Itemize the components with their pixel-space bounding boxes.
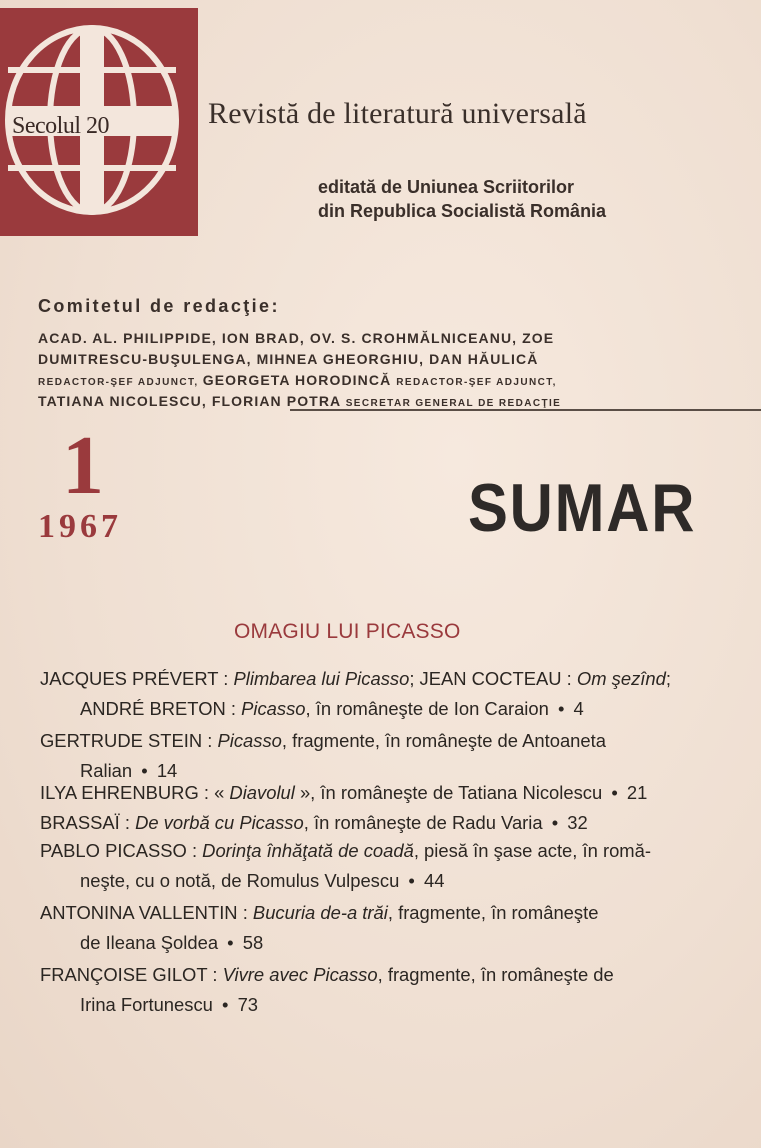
entry-text: ILYA EHRENBURG : « <box>40 782 230 803</box>
toc-entry <box>40 778 690 808</box>
toc-entry <box>40 960 690 1020</box>
bullet-separator: • <box>557 698 565 719</box>
work-title: Vivre avec Picasso <box>222 964 378 985</box>
entry-text: ; <box>665 668 671 689</box>
toc-entry-line <box>40 726 690 756</box>
entry-text: Irina Fortunescu <box>80 994 218 1015</box>
bullet-separator: • <box>611 782 618 803</box>
toc-entry <box>40 664 690 724</box>
editorial-board-list <box>38 328 688 412</box>
toc-entry-line <box>40 808 690 838</box>
entry-text: 32 <box>562 812 588 833</box>
entry-text: de Ileana Şoldea <box>80 932 224 953</box>
entry-text: ; JEAN COCTEAU : <box>409 668 577 689</box>
work-title: Plimbarea lui Picasso <box>233 668 410 689</box>
editorial-board-heading: Comitetul de redacţie: <box>38 296 280 316</box>
publisher-info <box>318 175 606 223</box>
entry-text: 14 <box>151 760 178 781</box>
toc-entry <box>40 898 690 958</box>
toc-entry <box>40 808 690 838</box>
entry-text: , în româneşte de Radu Varia <box>303 812 548 833</box>
toc-entry-line <box>40 866 690 896</box>
work-title: Bucuria de-a trăi <box>252 902 388 923</box>
work-title: Picasso <box>241 698 306 719</box>
entry-text: ANTONINA VALLENTIN : <box>40 902 253 923</box>
entry-text: JACQUES PRÉVERT : <box>40 668 234 689</box>
publisher-line: din Republica Socialistă România <box>318 201 607 221</box>
entry-text: 4 <box>568 698 584 719</box>
editorial-board-line <box>38 328 688 349</box>
entry-text: , în româneşte de Ion Caraion <box>305 698 554 719</box>
entry-text: PABLO PICASSO : <box>40 840 203 861</box>
entry-text: 58 <box>237 932 264 953</box>
entry-text: BRASSAÏ : <box>40 812 136 833</box>
bullet-separator: • <box>141 760 148 781</box>
board-names: DUMITRESCU-BUŞULENGA, MIHNEA GHEORGHIU, DAN HĂULICĂ <box>38 351 539 367</box>
toc-entry-line <box>40 836 690 866</box>
work-title: Om şezînd <box>576 668 666 689</box>
editorial-board-line <box>38 370 688 391</box>
magazine-subtitle: Revistă de literatură universală <box>208 97 587 130</box>
issue-year: 1967 <box>38 508 122 545</box>
editorial-board-line <box>38 349 688 370</box>
toc-entry <box>40 836 690 896</box>
entry-text: , fragmente, în româneşte <box>387 902 599 923</box>
bullet-separator: • <box>222 994 229 1015</box>
toc-entry-line <box>40 928 690 958</box>
entry-text: ANDRÉ BRETON : <box>80 698 242 719</box>
board-role: REDACTOR-ŞEF ADJUNCT, <box>396 377 557 388</box>
board-role: REDACTOR-ŞEF ADJUNCT, <box>38 377 203 388</box>
toc-entry-line <box>40 694 690 724</box>
entry-text: , fragmente, în româneşte de <box>377 964 614 985</box>
work-title: Picasso <box>217 730 282 751</box>
entry-text: 73 <box>232 994 259 1015</box>
bullet-separator: • <box>408 870 415 891</box>
toc-entry-line <box>40 778 690 808</box>
entry-text: , piesă în şase acte, în romă- <box>413 840 651 861</box>
issue-number: 1 <box>62 419 104 512</box>
entry-text: GERTRUDE STEIN : <box>40 730 218 751</box>
entry-text: neşte, cu o notă, de Romulus Vulpescu <box>80 870 405 891</box>
toc-entry-line <box>40 664 690 694</box>
board-names: GEORGETA HORODINCĂ <box>202 372 397 388</box>
toc-entry-line <box>40 960 690 990</box>
board-names: TATIANA NICOLESCU, FLORIAN POTRA <box>38 393 346 409</box>
work-title: Diavolul <box>229 782 295 803</box>
bullet-separator: • <box>227 932 234 953</box>
contents-title: SUMAR <box>468 470 697 546</box>
board-role: SECRETAR GENERAL DE REDACŢIE <box>345 398 562 409</box>
toc-entry <box>40 726 690 786</box>
logo-text: Secolul 20 <box>12 113 109 139</box>
entry-text: 21 <box>621 782 648 803</box>
entry-text: 44 <box>418 870 445 891</box>
divider-rule <box>290 409 761 411</box>
magazine-logo <box>0 8 198 236</box>
toc-entry-line <box>40 898 690 928</box>
section-heading: OMAGIU LUI PICASSO <box>234 620 461 643</box>
bullet-separator: • <box>551 812 559 833</box>
entry-text: , fragmente, în româneşte de Antoaneta <box>281 730 606 751</box>
board-names: ACAD. AL. PHILIPPIDE, ION BRAD, OV. S. CROHMĂLNICEANU, ZOE <box>38 330 555 346</box>
toc-entry-line <box>40 990 690 1020</box>
publisher-line: editată de Uniunea Scriitorilor <box>318 177 575 197</box>
entry-text: », în româneşte de Tatiana Nicolescu <box>294 782 608 803</box>
entry-text: Ralian <box>80 760 138 781</box>
work-title: Dorinţa înhăţată de coadă <box>202 840 414 861</box>
entry-text: FRANÇOISE GILOT : <box>40 964 223 985</box>
work-title: De vorbă cu Picasso <box>135 812 304 833</box>
